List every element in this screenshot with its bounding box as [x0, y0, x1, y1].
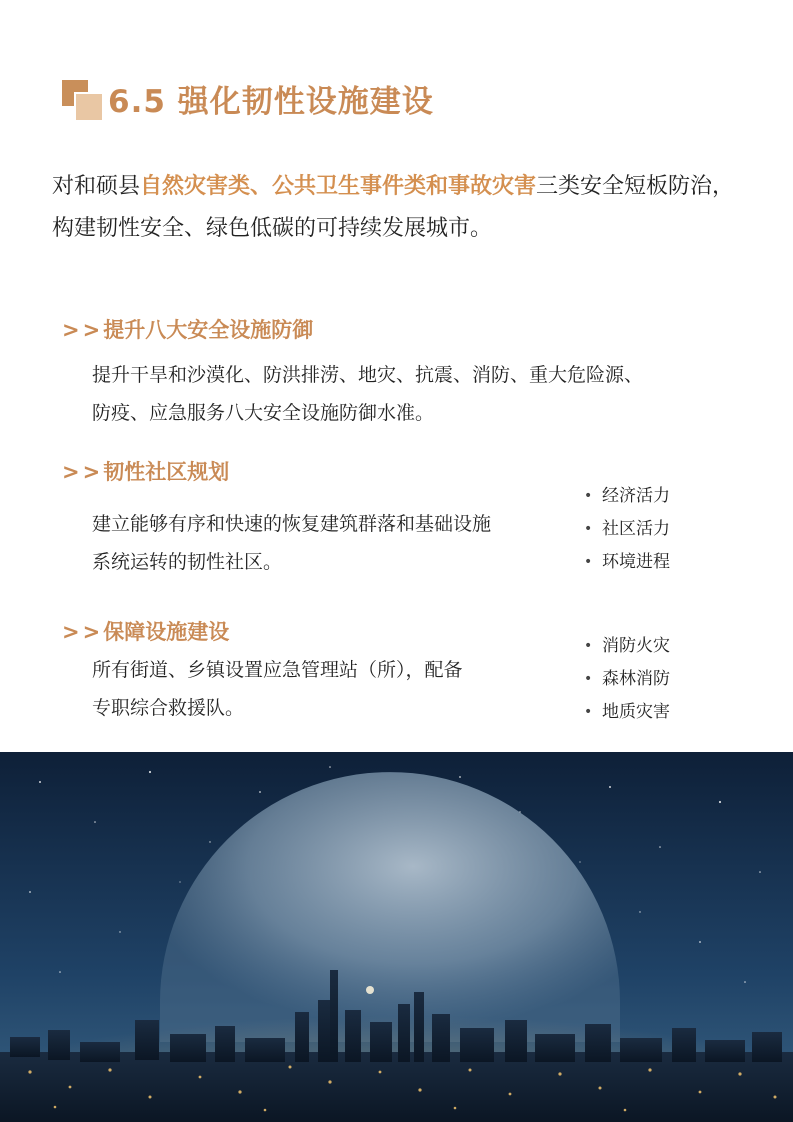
bullet-dot-icon: • — [584, 488, 593, 504]
title-square-icon — [62, 80, 102, 120]
intro-paragraph — [52, 166, 742, 250]
arrow-icon: >> — [62, 460, 104, 484]
body-line: 所有街道、乡镇设置应急管理站（所），配备 — [92, 659, 463, 681]
list-item: • 地质灾害 — [582, 696, 670, 729]
list-item: • 社区活力 — [582, 513, 670, 546]
bullet-dot-icon: • — [584, 704, 593, 720]
list-item: • 经济活力 — [582, 480, 670, 513]
body-line: 防疫、应急服务八大安全设施防御水准。 — [92, 402, 435, 424]
bullet-list-community — [582, 480, 670, 579]
body-line: 提升干旱和沙漠化、防洪排涝、地灾、抗震、消防、重大危险源、 — [92, 364, 644, 386]
list-item: • 森林消防 — [582, 663, 670, 696]
intro-highlight: 自然灾害类、公共卫生事件类和事故灾害 — [140, 174, 537, 199]
section-heading-text: 保障设施建设 — [103, 620, 230, 644]
section-heading-text: 提升八大安全设施防御 — [103, 318, 314, 342]
arrow-icon: >> — [62, 318, 104, 342]
list-item: • 消防火灾 — [582, 630, 670, 663]
body-line: 系统运转的韧性社区。 — [92, 551, 283, 573]
section-heading-defense — [62, 314, 313, 344]
intro-text-end: 三类安全短板防治，构建韧性安全、绿色低碳的可持续发展城市。 — [52, 174, 735, 241]
page-title: 6.5 强化韧性设施建设 — [108, 84, 434, 120]
bullet-list-facilities — [582, 630, 670, 729]
section-heading-text: 韧性社区规划 — [103, 460, 230, 484]
section-body-facilities — [92, 651, 463, 727]
arrow-icon: >> — [62, 620, 104, 644]
night-city-moon-image — [0, 752, 793, 1122]
bullet-dot-icon: • — [584, 671, 593, 687]
intro-text-start: 对和硕县 — [52, 174, 141, 199]
body-line: 专职综合救援队。 — [92, 697, 245, 719]
section-body-community — [92, 505, 491, 581]
section-body-defense — [92, 356, 643, 432]
bullet-dot-icon: • — [584, 554, 593, 570]
bullet-dot-icon: • — [584, 638, 593, 654]
section-heading-facilities — [62, 616, 229, 646]
section-heading-community — [62, 456, 229, 486]
bullet-dot-icon: • — [584, 521, 593, 537]
list-item: • 环境进程 — [582, 546, 670, 579]
body-line: 建立能够有序和快速的恢复建筑群落和基础设施 — [92, 513, 492, 535]
